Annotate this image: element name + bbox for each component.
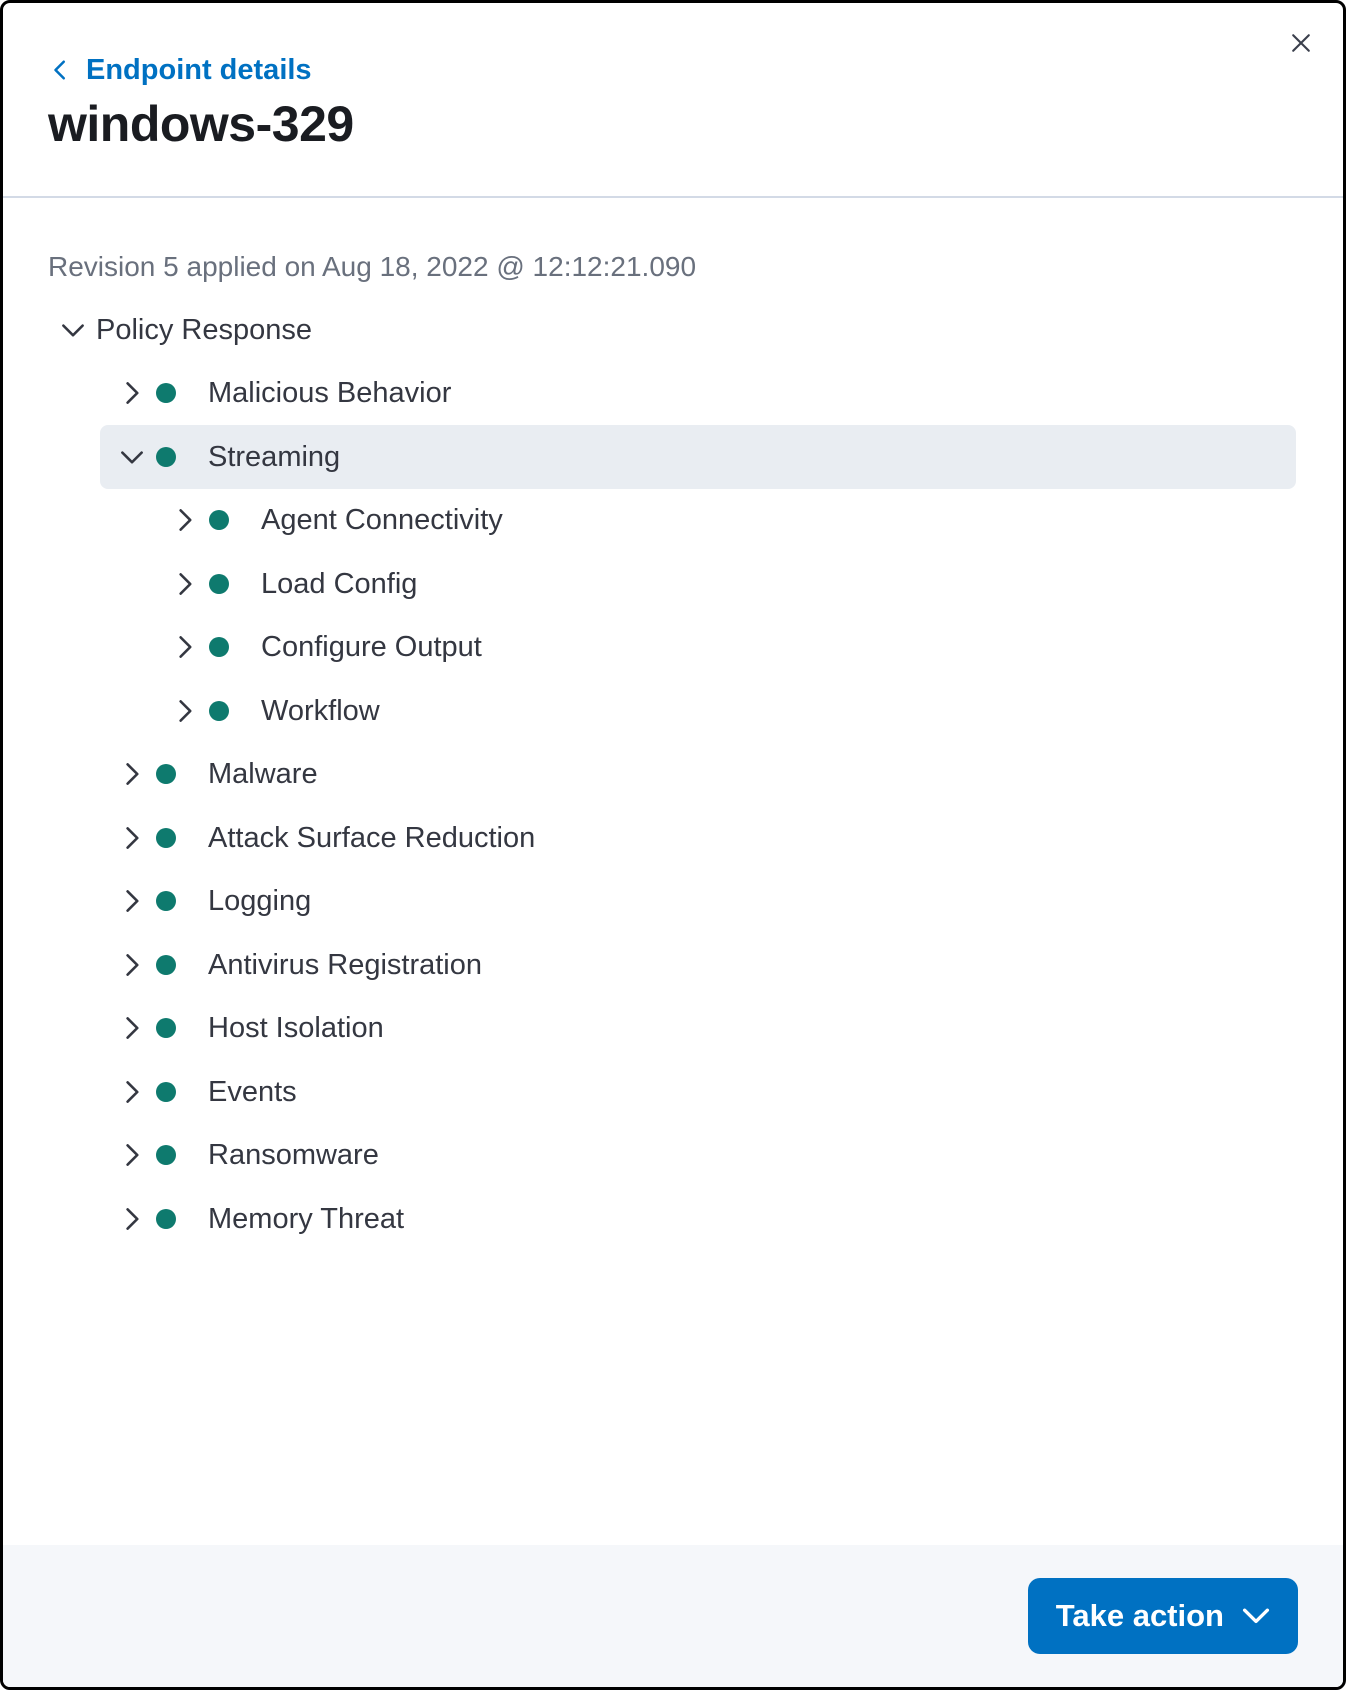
close-icon — [1288, 30, 1314, 59]
tree-item-label: Load Config — [261, 567, 418, 600]
tree-item-label: Configure Output — [261, 631, 482, 664]
flyout-header — [3, 3, 1343, 198]
chevron-right-icon[interactable] — [169, 568, 201, 600]
status-dot-icon — [209, 574, 229, 594]
status-dot-icon — [209, 510, 229, 530]
tree-item-agent-connectivity[interactable] — [100, 489, 1296, 553]
chevron-right-icon[interactable] — [116, 1012, 148, 1044]
tree-item-label: Host Isolation — [208, 1012, 384, 1045]
tree-item-load-config[interactable] — [100, 552, 1296, 616]
tree-item-label: Events — [208, 1075, 297, 1108]
tree-item-label: Antivirus Registration — [208, 948, 482, 981]
tree-item-label: Agent Connectivity — [261, 504, 503, 537]
chevron-right-icon[interactable] — [116, 885, 148, 917]
tree-item-ransomware[interactable] — [100, 1124, 1296, 1188]
tree-item-label: Malware — [208, 758, 318, 791]
tree-item-logging[interactable] — [100, 870, 1296, 934]
status-dot-icon — [156, 955, 176, 975]
close-button[interactable] — [1285, 28, 1317, 60]
back-link-label: Endpoint details — [86, 54, 312, 86]
tree-item-label: Malicious Behavior — [208, 377, 452, 410]
status-dot-icon — [156, 1018, 176, 1038]
status-dot-icon — [156, 383, 176, 403]
tree-item-antivirus-registration[interactable] — [100, 933, 1296, 997]
tree-item-malicious-behavior[interactable] — [100, 362, 1296, 426]
status-dot-icon — [156, 1209, 176, 1229]
page-title: windows-329 — [48, 96, 354, 152]
chevron-down-icon[interactable] — [58, 314, 88, 346]
tree-item-streaming[interactable] — [100, 425, 1296, 489]
tree-item-label: Workflow — [261, 694, 380, 727]
chevron-down-icon — [1242, 1608, 1270, 1624]
chevron-right-icon[interactable] — [116, 377, 148, 409]
revision-status-text: Revision 5 applied on Aug 18, 2022 @ 12:12:21.090 — [48, 251, 697, 282]
chevron-right-icon[interactable] — [116, 758, 148, 790]
status-dot-icon — [156, 891, 176, 911]
status-dot-icon — [209, 701, 229, 721]
tree-items — [100, 362, 1296, 1251]
status-dot-icon — [156, 1145, 176, 1165]
policy-response-tree — [48, 298, 1296, 1251]
tree-item-attack-surface-reduction[interactable] — [100, 806, 1296, 870]
tree-item-label: Ransomware — [208, 1139, 379, 1172]
chevron-right-icon[interactable] — [169, 695, 201, 727]
tree-item-events[interactable] — [100, 1060, 1296, 1124]
tree-item-label: Memory Threat — [208, 1202, 405, 1235]
flyout-body — [3, 198, 1343, 1545]
take-action-button[interactable] — [1028, 1578, 1298, 1654]
status-dot-icon — [156, 447, 176, 467]
tree-item-configure-output[interactable] — [100, 616, 1296, 680]
chevron-right-icon[interactable] — [116, 1203, 148, 1235]
tree-item-label: Policy Response — [96, 313, 312, 346]
flyout-footer — [3, 1545, 1343, 1687]
chevron-right-icon[interactable] — [116, 822, 148, 854]
tree-item-memory-threat[interactable] — [100, 1187, 1296, 1251]
chevron-right-icon[interactable] — [169, 631, 201, 663]
tree-item-workflow[interactable] — [100, 679, 1296, 743]
tree-item-label: Logging — [208, 885, 312, 918]
status-dot-icon — [156, 1082, 176, 1102]
chevron-right-icon[interactable] — [169, 504, 201, 536]
tree-item-label: Streaming — [208, 440, 341, 473]
tree-item-label: Attack Surface Reduction — [208, 821, 536, 854]
tree-item-malware[interactable] — [100, 743, 1296, 807]
back-to-endpoint-details-link[interactable] — [48, 55, 312, 85]
chevron-left-icon — [48, 58, 72, 82]
chevron-down-icon[interactable] — [116, 441, 148, 473]
status-dot-icon — [209, 637, 229, 657]
status-dot-icon — [156, 828, 176, 848]
tree-item-policy-response[interactable] — [48, 298, 1296, 362]
chevron-right-icon[interactable] — [116, 1076, 148, 1108]
status-dot-icon — [156, 764, 176, 784]
chevron-right-icon[interactable] — [116, 1139, 148, 1171]
chevron-right-icon[interactable] — [116, 949, 148, 981]
take-action-label: Take action — [1055, 1598, 1224, 1633]
tree-item-host-isolation[interactable] — [100, 997, 1296, 1061]
